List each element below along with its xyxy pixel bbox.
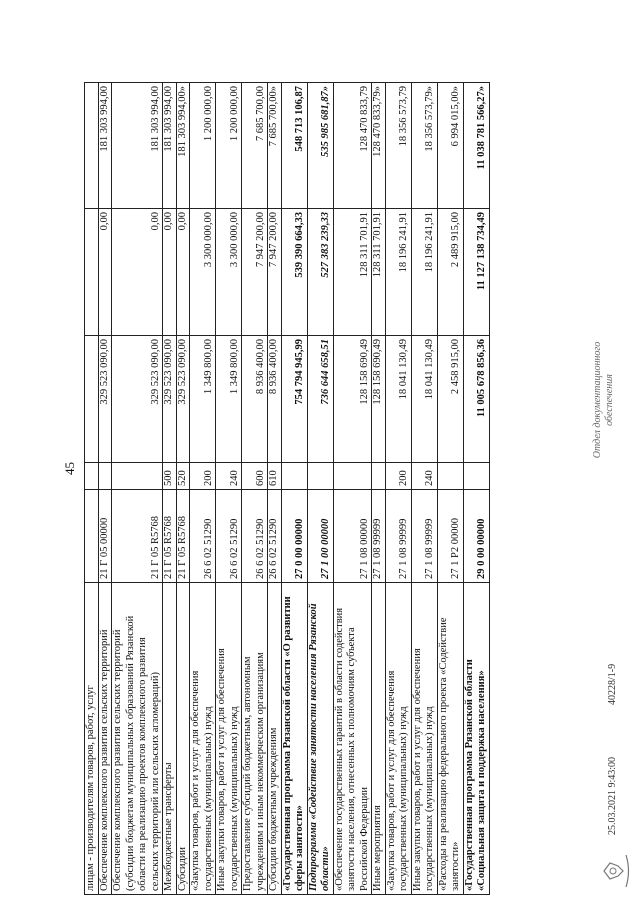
- amount-2022: 3 300 000,00: [216, 209, 242, 336]
- stamp-line-1: Отдел документационного: [592, 341, 603, 459]
- expense-type: [437, 463, 463, 490]
- table-row: [242, 83, 268, 895]
- target-code: 21 Г 05 R5768: [163, 490, 177, 583]
- amount-2023: 535 985 681,87»: [307, 83, 333, 209]
- amount-2021: 329 523 090,00: [176, 336, 190, 463]
- row-label: Иные мероприятия: [372, 583, 386, 895]
- amount-2022: 539 390 664,33: [281, 209, 307, 336]
- row-label: Обеспечение комплексного развития сельских территорий: [98, 583, 112, 895]
- row-label: «Расходы на реализацию федерального проекта «Содействие занятости»: [437, 583, 463, 895]
- row-label: лицам - производителям товаров, работ, услуг: [85, 583, 99, 895]
- target-code: 27 1 08 99999: [385, 490, 411, 583]
- expense-type: [307, 463, 333, 490]
- target-code: 27 1 08 99999: [411, 490, 437, 583]
- amount-2023: 6 994 015,00»: [437, 83, 463, 209]
- row-label: «Закупка товаров, работ и услуг для обеспечения государственных (муниципальных) нужд: [190, 583, 216, 895]
- expense-type: [98, 463, 112, 490]
- table-row: [85, 83, 99, 895]
- amount-2023: 7 685 700,00»: [268, 83, 282, 209]
- table-row: [281, 83, 307, 895]
- row-label: «Закупка товаров, работ и услуг для обеспечения государственных (муниципальных) нужд: [385, 583, 411, 895]
- row-label: Субсидии: [176, 583, 190, 895]
- row-label: Обеспечение комплексного развития сельских территорий (субсидии бюджетам муниципальных образований Рязанской области на реализацию проектов комплексного развития сельских территорий или сельских агломераций): [112, 583, 163, 895]
- amount-2023: 1 200 000,00: [216, 83, 242, 209]
- row-label: «Обеспечение государственных гарантий в области содействия занятости населения, отнесенных к полномочиям субъекта Российской Федерации: [333, 583, 372, 895]
- table-row: [463, 83, 489, 895]
- amount-2021: 128 158 690,49: [333, 336, 372, 463]
- amount-2022: 0,00: [98, 209, 112, 336]
- row-label: «Государственная программа Рязанской области «О развитии сферы занятости»: [281, 583, 307, 895]
- table-row: [216, 83, 242, 895]
- row-label: Иные закупки товаров, работ и услуг для обеспечения государственных (муниципальных) нужд: [411, 583, 437, 895]
- target-code: 29 0 00 00000: [463, 490, 489, 583]
- expense-type: 240: [411, 463, 437, 490]
- row-label: Подпрограмма «Содействие занятости населения Рязанской области»: [307, 583, 333, 895]
- stamp-line-2: обеспечения: [604, 374, 615, 426]
- target-code: [85, 490, 99, 583]
- amount-2023: 181 303 994,00: [98, 83, 112, 209]
- row-label: Субсидии бюджетным учреждениям: [268, 583, 282, 895]
- amount-2021: 2 458 915,00: [437, 336, 463, 463]
- amount-2021: 11 005 678 856,36: [463, 336, 489, 463]
- expense-type: 240: [216, 463, 242, 490]
- table-row: [112, 83, 163, 895]
- table-row: [385, 83, 411, 895]
- amount-2023: 181 303 994,00: [163, 83, 177, 209]
- target-code: 21 Г 05 R5768: [176, 490, 190, 583]
- amount-2022: 7 947 200,00: [268, 209, 282, 336]
- target-code: 27 1 08 00000: [333, 490, 372, 583]
- table-row: [437, 83, 463, 895]
- amount-2021: 1 349 800,00: [190, 336, 216, 463]
- amount-2023: 18 356 573,79: [385, 83, 411, 209]
- expense-type: 500: [163, 463, 177, 490]
- expense-type: 520: [176, 463, 190, 490]
- amount-2022: 0,00: [176, 209, 190, 336]
- table-row: [98, 83, 112, 895]
- target-code: 26 6 02 51290: [216, 490, 242, 583]
- table-row: [411, 83, 437, 895]
- page-number: 45: [62, 462, 77, 475]
- row-label: Иные закупки товаров, работ и услуг для обеспечения государственных (муниципальных) нужд: [216, 583, 242, 895]
- amount-2023: 11 038 781 566,27»: [463, 83, 489, 209]
- amount-2023: [85, 83, 99, 209]
- amount-2021: 736 644 658,51: [307, 336, 333, 463]
- amount-2022: 0,00: [112, 209, 163, 336]
- amount-2022: 128 311 701,91: [333, 209, 372, 336]
- amount-2021: 8 936 400,00: [242, 336, 268, 463]
- footer-date: 25.03.2021 9:43:00: [607, 756, 618, 835]
- table-row: [307, 83, 333, 895]
- amount-2022: 7 947 200,00: [242, 209, 268, 336]
- budget-table: [84, 82, 490, 895]
- expense-type: [85, 463, 99, 490]
- table-row: [163, 83, 177, 895]
- amount-2021: 329 523 090,00: [112, 336, 163, 463]
- row-label: «Государственная программа Рязанской области «Социальная защита и поддержка населения»: [463, 583, 489, 895]
- amount-2021: 128 158 690,49: [372, 336, 386, 463]
- table-row: [176, 83, 190, 895]
- amount-2021: 329 523 090,00: [98, 336, 112, 463]
- amount-2023: 128 470 833,79»: [372, 83, 386, 209]
- target-code: 27 1 Р2 00000: [437, 490, 463, 583]
- expense-type: 200: [385, 463, 411, 490]
- expense-type: [281, 463, 307, 490]
- target-code: 27 1 08 99999: [372, 490, 386, 583]
- expense-type: 600: [242, 463, 268, 490]
- target-code: 21 Г 05 00000: [98, 490, 112, 583]
- amount-2021: 754 794 945,99: [281, 336, 307, 463]
- row-label: Межбюджетные трансферты: [163, 583, 177, 895]
- table-row: [190, 83, 216, 895]
- target-code: 26 6 02 51290: [190, 490, 216, 583]
- amount-2023: 548 713 106,87: [281, 83, 307, 209]
- amount-2022: 11 127 138 734,49: [463, 209, 489, 336]
- amount-2021: 8 936 400,00: [268, 336, 282, 463]
- amount-2022: 3 300 000,00: [190, 209, 216, 336]
- amount-2023: 128 470 833,79: [333, 83, 372, 209]
- amount-2021: 1 349 800,00: [216, 336, 242, 463]
- amount-2023: 181 303 994,00: [112, 83, 163, 209]
- amount-2023: 181 303 994,00»: [176, 83, 190, 209]
- target-code: 21 Г 05 R5768: [112, 490, 163, 583]
- amount-2022: 0,00: [163, 209, 177, 336]
- footer-code: 40228/1-9: [607, 663, 618, 705]
- department-stamp: [592, 305, 616, 495]
- target-code: 26 6 02 51290: [242, 490, 268, 583]
- target-code: 27 1 00 00000: [307, 490, 333, 583]
- row-label: Предоставление субсидий бюджетным, автономным учреждениям и иным некоммерческим организациям: [242, 583, 268, 895]
- amount-2021: [85, 336, 99, 463]
- target-code: 26 6 02 51290: [268, 490, 282, 583]
- table-row: [333, 83, 372, 895]
- amount-2022: 128 311 701,91: [372, 209, 386, 336]
- amount-2021: 329 523 090,00: [163, 336, 177, 463]
- amount-2022: 18 196 241,91: [385, 209, 411, 336]
- expense-type: [333, 463, 372, 490]
- amount-2023: 18 356 573,79»: [411, 83, 437, 209]
- amount-2022: 2 489 915,00: [437, 209, 463, 336]
- amount-2022: [85, 209, 99, 336]
- table-row: [372, 83, 386, 895]
- expense-type: [372, 463, 386, 490]
- amount-2022: 18 196 241,91: [411, 209, 437, 336]
- expense-type: 200: [190, 463, 216, 490]
- amount-2023: 1 200 000,00: [190, 83, 216, 209]
- expense-type: [463, 463, 489, 490]
- amount-2022: 527 383 239,33: [307, 209, 333, 336]
- amount-2023: 7 685 700,00: [242, 83, 268, 209]
- logo-icon: [601, 849, 631, 893]
- amount-2021: 18 041 130,49: [385, 336, 411, 463]
- target-code: 27 0 00 00000: [281, 490, 307, 583]
- expense-type: 610: [268, 463, 282, 490]
- amount-2021: 18 041 130,49: [411, 336, 437, 463]
- table-row: [268, 83, 282, 895]
- expense-type: [112, 463, 163, 490]
